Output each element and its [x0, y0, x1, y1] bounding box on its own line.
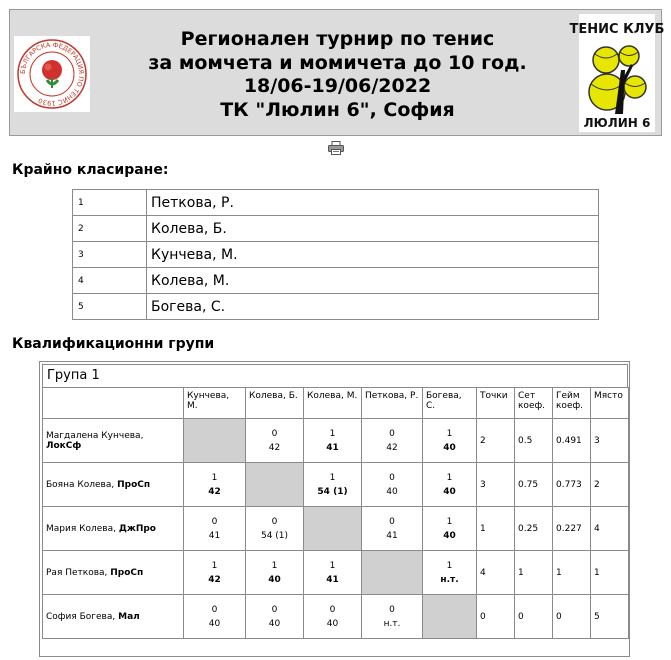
match-game-score: [307, 617, 358, 631]
match-result-cell: [362, 507, 423, 551]
self-match-cell: [184, 419, 246, 463]
match-game-score: [365, 529, 419, 543]
self-match-cell: [246, 463, 304, 507]
matrix-player-row: [43, 551, 629, 595]
match-win-flag: 1: [271, 560, 278, 571]
points-cell: 2: [477, 419, 515, 463]
game-ratio-cell: 0.227: [553, 507, 591, 551]
match-result-cell: [362, 595, 423, 639]
match-win-flag: 1: [446, 516, 453, 527]
match-game-score: [187, 573, 242, 587]
match-win-flag: 1: [329, 472, 336, 483]
player-name: Бояна Колева,: [46, 479, 115, 490]
match-result-cell: [184, 463, 246, 507]
ranking-row: [73, 294, 599, 320]
ranking-place: 1: [73, 190, 147, 216]
match-result-cell: [304, 419, 362, 463]
matrix-column-header: Колева, Б.: [246, 388, 304, 419]
ranking-row: [73, 190, 599, 216]
group-results-matrix: [42, 387, 629, 639]
match-game-score-value: 41: [326, 442, 339, 453]
match-game-score: [365, 485, 419, 499]
match-result-cell: [423, 551, 477, 595]
matrix-column-header: Богева, С.: [423, 388, 477, 419]
match-game-score-value: 40: [268, 574, 281, 585]
matrix-column-header: Сет коеф.: [515, 388, 553, 419]
tournament-title: [110, 28, 565, 122]
matrix-column-header: Кунчева, М.: [184, 388, 246, 419]
match-win-flag: 0: [271, 428, 278, 439]
match-game-score: [307, 573, 358, 587]
self-match-cell: [362, 551, 423, 595]
ranking-place: 4: [73, 268, 147, 294]
ranking-place: 2: [73, 216, 147, 242]
set-ratio-cell: 0.5: [515, 419, 553, 463]
federation-logo: [14, 36, 90, 112]
player-club: ЛокСф: [46, 440, 82, 451]
match-result-cell: [304, 595, 362, 639]
match-game-score-value: 41: [326, 574, 339, 585]
match-win-flag: 1: [211, 560, 218, 571]
match-win-flag: 1: [446, 472, 453, 483]
match-result-cell: [246, 419, 304, 463]
match-game-score-value: 40: [443, 486, 456, 497]
match-game-score-value: 40: [443, 530, 456, 541]
match-game-score: [307, 485, 358, 499]
matrix-player-row: [43, 595, 629, 639]
matrix-column-header: Гейм коеф.: [553, 388, 591, 419]
points-cell: 1: [477, 507, 515, 551]
match-result-cell: [362, 419, 423, 463]
title-dates: 18/06-19/06/2022: [243, 75, 432, 97]
club-logo-top: ТЕНИС КЛУБ: [569, 22, 665, 37]
player-club: Мал: [118, 611, 140, 622]
matrix-header-row: [43, 388, 629, 419]
match-game-score-value: 42: [208, 574, 221, 585]
match-result-cell: [184, 595, 246, 639]
qualification-groups-heading: Квалификационни групи: [12, 336, 215, 352]
match-win-flag: 0: [389, 604, 395, 615]
matrix-column-header: Колева, М.: [304, 388, 362, 419]
set-ratio-cell: 1: [515, 551, 553, 595]
match-result-cell: [184, 507, 246, 551]
player-name-cell: [43, 463, 184, 507]
set-ratio-cell: 0.25: [515, 507, 553, 551]
player-name-cell: [43, 595, 184, 639]
match-game-score: [249, 529, 300, 543]
match-win-flag: 1: [446, 560, 453, 571]
player-club: ПроСп: [117, 479, 151, 490]
match-win-flag: 1: [211, 472, 218, 483]
match-result-cell: [184, 551, 246, 595]
match-result-cell: [423, 463, 477, 507]
match-win-flag: 0: [211, 604, 218, 615]
title-line-2: за момчета и момичета до 10 год.: [148, 51, 527, 74]
match-game-score: [187, 529, 242, 543]
match-game-score: [426, 485, 473, 499]
title-venue: ТК "Люлин 6", София: [220, 98, 455, 121]
ranking-player-name: Кунчева, М.: [147, 242, 599, 268]
player-name-cell: [43, 419, 184, 463]
set-ratio-cell: 0.75: [515, 463, 553, 507]
match-win-flag: 0: [389, 516, 395, 527]
place-cell: 2: [591, 463, 629, 507]
ranking-player-name: Богева, С.: [147, 294, 599, 320]
game-ratio-cell: 0: [553, 595, 591, 639]
group-title: Група 1: [42, 364, 628, 388]
ranking-player-name: Колева, Б.: [147, 216, 599, 242]
ranking-row: [73, 268, 599, 294]
ranking-row: [73, 242, 599, 268]
match-win-flag: 0: [389, 472, 395, 483]
match-game-score-value: 40: [386, 486, 398, 497]
match-game-score-value: н.т.: [440, 574, 459, 585]
match-game-score-value: 40: [443, 442, 456, 453]
match-game-score: [426, 573, 473, 587]
match-game-score: [307, 441, 358, 455]
matrix-column-header: Място: [591, 388, 629, 419]
match-game-score: [249, 573, 300, 587]
ranking-row: [73, 216, 599, 242]
match-game-score: [426, 529, 473, 543]
self-match-cell: [423, 595, 477, 639]
match-game-score-value: 41: [208, 530, 221, 541]
player-name-cell: [43, 551, 184, 595]
place-cell: 1: [591, 551, 629, 595]
player-name: Рая Петкова,: [46, 567, 108, 578]
match-game-score-value: 42: [208, 486, 221, 497]
match-win-flag: 1: [446, 428, 453, 439]
match-win-flag: 0: [271, 604, 278, 615]
place-cell: 5: [591, 595, 629, 639]
game-ratio-cell: 0.773: [553, 463, 591, 507]
title-line-1: Регионален турнир по тенис: [180, 28, 495, 50]
points-cell: 4: [477, 551, 515, 595]
ranking-player-name: Петкова, Р.: [147, 190, 599, 216]
match-game-score: [249, 617, 300, 631]
game-ratio-cell: 0.491: [553, 419, 591, 463]
matrix-column-header: Петкова, Р.: [362, 388, 423, 419]
player-club: ДжПро: [118, 523, 156, 534]
match-result-cell: [246, 507, 304, 551]
match-game-score: [365, 441, 419, 455]
matrix-player-row: [43, 419, 629, 463]
match-result-cell: [362, 463, 423, 507]
player-name: Мария Колева,: [46, 523, 116, 534]
player-name: Магдалена Кунчева,: [46, 430, 144, 441]
federation-logo-text: БЪЛГАРСКА ФЕДЕРАЦИЯ ПО ТЕНИС 1930: [18, 40, 86, 108]
match-win-flag: 0: [211, 516, 218, 527]
match-game-score-value: 40: [208, 618, 221, 629]
match-game-score: [249, 441, 300, 455]
matrix-player-row: [43, 507, 629, 551]
match-game-score: [187, 485, 242, 499]
ranking-player-name: Колева, М.: [147, 268, 599, 294]
match-game-score-value: 54 (1): [317, 486, 348, 497]
match-win-flag: 1: [329, 428, 336, 439]
match-win-flag: 0: [271, 516, 278, 527]
match-result-cell: [423, 419, 477, 463]
match-game-score: [365, 617, 419, 631]
match-result-cell: [304, 551, 362, 595]
club-logo-bottom: ЛЮЛИН 6: [583, 116, 651, 130]
tournament-header: [9, 9, 665, 136]
matrix-column-header: Точки: [477, 388, 515, 419]
match-game-score-value: 41: [386, 530, 398, 541]
match-result-cell: [423, 507, 477, 551]
ranking-place: 3: [73, 242, 147, 268]
printer-icon[interactable]: [328, 140, 344, 154]
final-ranking-heading: Крайно класиране:: [12, 162, 169, 178]
points-cell: 0: [477, 595, 515, 639]
match-win-flag: 1: [329, 560, 336, 571]
match-game-score-value: 42: [386, 442, 398, 453]
place-cell: 3: [591, 419, 629, 463]
match-result-cell: [246, 551, 304, 595]
match-game-score: [426, 441, 473, 455]
club-logo: [569, 14, 665, 132]
game-ratio-cell: 1: [553, 551, 591, 595]
match-game-score: [187, 617, 242, 631]
match-result-cell: [246, 595, 304, 639]
player-name: София Богева,: [46, 611, 116, 622]
player-name-cell: [43, 507, 184, 551]
match-win-flag: 0: [389, 428, 395, 439]
set-ratio-cell: 0: [515, 595, 553, 639]
matrix-corner: [43, 388, 184, 419]
points-cell: 3: [477, 463, 515, 507]
match-game-score-value: 42: [268, 442, 281, 453]
match-game-score-value: 40: [326, 618, 339, 629]
match-win-flag: 0: [329, 604, 336, 615]
self-match-cell: [304, 507, 362, 551]
final-ranking-table: [72, 189, 599, 320]
place-cell: 4: [591, 507, 629, 551]
matrix-player-row: [43, 463, 629, 507]
match-game-score-value: н.т.: [383, 618, 401, 629]
player-club: ПроСп: [110, 567, 144, 578]
ranking-place: 5: [73, 294, 147, 320]
match-game-score-value: 40: [268, 618, 281, 629]
match-result-cell: [304, 463, 362, 507]
match-game-score-value: 54 (1): [260, 530, 289, 541]
